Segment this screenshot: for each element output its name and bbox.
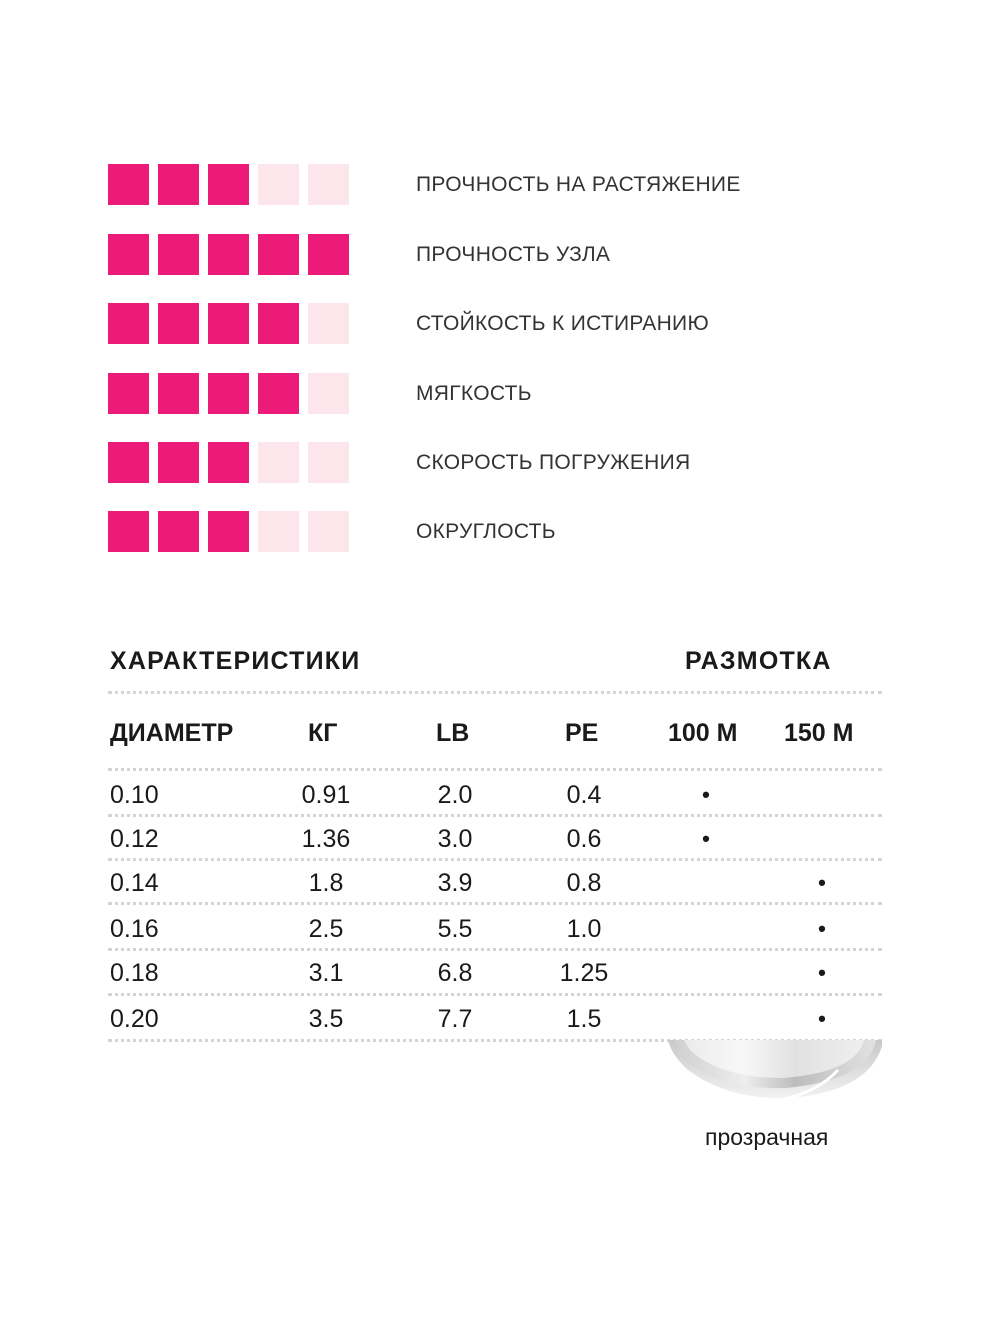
spool-mark-m150: • — [818, 916, 826, 941]
cell-lb: 5.5 — [437, 915, 473, 943]
rating-square-filled — [158, 511, 199, 552]
cell-kg: 3.1 — [308, 959, 344, 987]
rating-row — [108, 373, 888, 415]
cell-lb: 7.7 — [437, 1005, 473, 1033]
rating-label: МЯГКОСТЬ — [416, 382, 532, 405]
rating-square-filled — [158, 164, 199, 205]
cell-pe: 0.8 — [566, 869, 602, 897]
header-diameter: ДИАМЕТР — [110, 719, 234, 747]
spool-title: РАЗМОТКА — [685, 647, 832, 675]
cell-diameter: 0.16 — [110, 915, 159, 943]
rating-square-filled — [158, 234, 199, 275]
header-100m: 100 М — [668, 719, 738, 747]
row-divider — [108, 993, 882, 996]
spool-mark-m100: • — [702, 782, 710, 807]
cell-pe: 1.0 — [566, 915, 602, 943]
row-divider — [108, 902, 882, 905]
rating-square-filled — [208, 511, 249, 552]
cell-lb: 3.0 — [437, 825, 473, 853]
cell-lb: 2.0 — [437, 781, 473, 809]
cell-lb: 6.8 — [437, 959, 473, 987]
rating-label: СКОРОСТЬ ПОГРУЖЕНИЯ — [416, 451, 691, 474]
cell-diameter: 0.12 — [110, 825, 159, 853]
cell-kg: 3.5 — [308, 1005, 344, 1033]
cell-diameter: 0.20 — [110, 1005, 159, 1033]
rating-square-empty — [308, 442, 349, 483]
cell-pe: 0.6 — [566, 825, 602, 853]
spool-mark-m150: • — [818, 1006, 826, 1031]
rating-square-filled — [258, 373, 299, 414]
spool-image — [668, 1040, 882, 1112]
rating-square-filled — [208, 303, 249, 344]
rating-row — [108, 511, 888, 553]
cell-diameter: 0.10 — [110, 781, 159, 809]
rating-square-filled — [208, 373, 249, 414]
rating-square-filled — [308, 234, 349, 275]
row-divider — [108, 948, 882, 951]
rating-label: ПРОЧНОСТЬ НА РАСТЯЖЕНИЕ — [416, 173, 741, 196]
cell-lb: 3.9 — [437, 869, 473, 897]
row-divider — [108, 858, 882, 861]
cell-kg: 0.91 — [301, 781, 351, 809]
rating-row — [108, 234, 888, 276]
rating-row — [108, 442, 888, 484]
divider — [108, 768, 882, 771]
spool-caption: прозрачная — [705, 1124, 829, 1150]
spool-mark-m150: • — [818, 870, 826, 895]
rating-square-empty — [258, 164, 299, 205]
header-150m: 150 М — [784, 719, 854, 747]
rating-square-filled — [258, 234, 299, 275]
rating-square-filled — [108, 442, 149, 483]
rating-row — [108, 164, 888, 206]
cell-diameter: 0.14 — [110, 869, 159, 897]
divider — [108, 691, 882, 694]
rating-square-filled — [208, 164, 249, 205]
spool-mark-m100: • — [702, 826, 710, 851]
rating-square-filled — [158, 303, 199, 344]
cell-pe: 1.5 — [566, 1005, 602, 1033]
rating-label: ОКРУГЛОСТЬ — [416, 520, 556, 543]
rating-square-empty — [308, 511, 349, 552]
rating-square-filled — [108, 234, 149, 275]
rating-row — [108, 303, 888, 345]
rating-label: СТОЙКОСТЬ К ИСТИРАНИЮ — [416, 312, 709, 335]
rating-square-filled — [108, 373, 149, 414]
cell-kg: 1.36 — [301, 825, 351, 853]
cell-pe: 1.25 — [559, 959, 609, 987]
rating-square-empty — [258, 511, 299, 552]
rating-square-filled — [158, 442, 199, 483]
cell-kg: 1.8 — [308, 869, 344, 897]
rating-square-filled — [208, 234, 249, 275]
rating-label: ПРОЧНОСТЬ УЗЛА — [416, 243, 611, 266]
specs-title: ХАРАКТЕРИСТИКИ — [110, 647, 361, 675]
cell-pe: 0.4 — [566, 781, 602, 809]
cell-kg: 2.5 — [308, 915, 344, 943]
cell-diameter: 0.18 — [110, 959, 159, 987]
spool-mark-m150: • — [818, 960, 826, 985]
header-pe: PE — [565, 719, 599, 747]
header-kg: КГ — [308, 719, 338, 747]
rating-square-empty — [308, 373, 349, 414]
header-lb: LB — [436, 719, 470, 747]
rating-square-filled — [108, 303, 149, 344]
rating-square-empty — [308, 164, 349, 205]
rating-square-filled — [108, 164, 149, 205]
rating-square-filled — [208, 442, 249, 483]
rating-square-filled — [158, 373, 199, 414]
rating-square-empty — [258, 442, 299, 483]
rating-square-empty — [308, 303, 349, 344]
rating-square-filled — [258, 303, 299, 344]
rating-square-filled — [108, 511, 149, 552]
row-divider — [108, 814, 882, 817]
